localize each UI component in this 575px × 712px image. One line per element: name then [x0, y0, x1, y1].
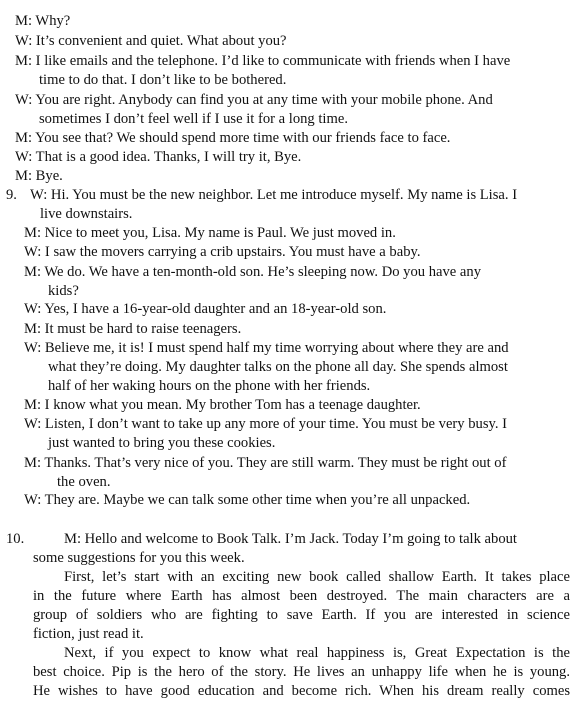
dialogue-line: M: We do. We have a ten-month-old son. He’s sleeping now. Do you have any: [24, 264, 481, 280]
paragraph-line: First, let’s start with an exciting new book called shallow Earth. It takes place: [64, 569, 570, 585]
dialogue-line: M: You see that? We should spend more time with our friends face to face.: [15, 130, 451, 146]
dialogue-line-continuation: just wanted to bring you these cookies.: [48, 435, 276, 451]
dialogue-line: M: It must be hard to raise teenagers.: [24, 321, 242, 337]
dialogue-line: M: Thanks. That’s very nice of you. They are still warm. They must be right out of: [24, 455, 507, 471]
monologue-line: M: Hello and welcome to Book Talk. I’m Jack. Today I’m going to talk about: [64, 531, 517, 547]
question-number: 10.: [6, 531, 25, 547]
dialogue-line: M: I like emails and the telephone. I’d like to communicate with friends when I have: [15, 53, 511, 69]
dialogue-line-continuation: half of her waking hours on the phone with her friends.: [48, 378, 371, 394]
monologue-line-continuation: some suggestions for you this week.: [33, 550, 245, 566]
dialogue-line-continuation: kids?: [48, 283, 79, 299]
dialogue-line: M: Bye.: [15, 168, 63, 184]
dialogue-line: W: Listen, I don’t want to take up any more of your time. You must be very busy. I: [24, 416, 508, 432]
paragraph-line: in the future where Earth has almost been destroyed. The main characters are a: [33, 588, 570, 604]
dialogue-line: W: They are. Maybe we can talk some other time when you’re all unpacked.: [24, 492, 471, 508]
dialogue-line-continuation: the oven.: [57, 474, 111, 490]
dialogue-line: M: Why?: [15, 13, 71, 29]
paragraph-line: group of soldiers who are fighting to save Earth. If you are interested in science: [33, 607, 570, 623]
paragraph-line: best choice. Pip is the hero of the story. He lives an unhappy life when he is young.: [33, 664, 570, 680]
dialogue-line: W: That is a good idea. Thanks, I will try it, Bye.: [15, 149, 302, 165]
paragraph-line: fiction, just read it.: [33, 626, 144, 642]
dialogue-line: W: Yes, I have a 16-year-old daughter and an 18-year-old son.: [24, 301, 387, 317]
dialogue-line-continuation: sometimes I don’t feel well if I use it for a long time.: [39, 111, 348, 127]
dialogue-line: W: Believe me, it is! I must spend half my time worrying about where they are and: [24, 340, 509, 356]
dialogue-line: M: Nice to meet you, Lisa. My name is Paul. We just moved in.: [24, 225, 396, 241]
dialogue-line-continuation: time to do that. I don’t like to be bothered.: [39, 72, 287, 88]
paragraph-line: He wishes to have good education and become rich. When his dream really comes: [33, 683, 570, 699]
paragraph-line: Next, if you expect to know what real happiness is, Great Expectation is the: [64, 645, 570, 661]
dialogue-line: W: You are right. Anybody can find you at any time with your mobile phone. And: [15, 92, 493, 108]
dialogue-line-continuation: live downstairs.: [40, 206, 133, 222]
dialogue-line: W: Hi. You must be the new neighbor. Let me introduce myself. My name is Lisa. I: [30, 187, 518, 203]
question-number: 9.: [6, 187, 17, 203]
dialogue-line-continuation: what they’re doing. My daughter talks on the phone all day. She spends almost: [48, 359, 508, 375]
dialogue-line: M: I know what you mean. My brother Tom has a teenage daughter.: [24, 397, 421, 413]
dialogue-line: W: It’s convenient and quiet. What about you?: [15, 33, 287, 49]
dialogue-line: W: I saw the movers carrying a crib upstairs. You must have a baby.: [24, 244, 421, 260]
